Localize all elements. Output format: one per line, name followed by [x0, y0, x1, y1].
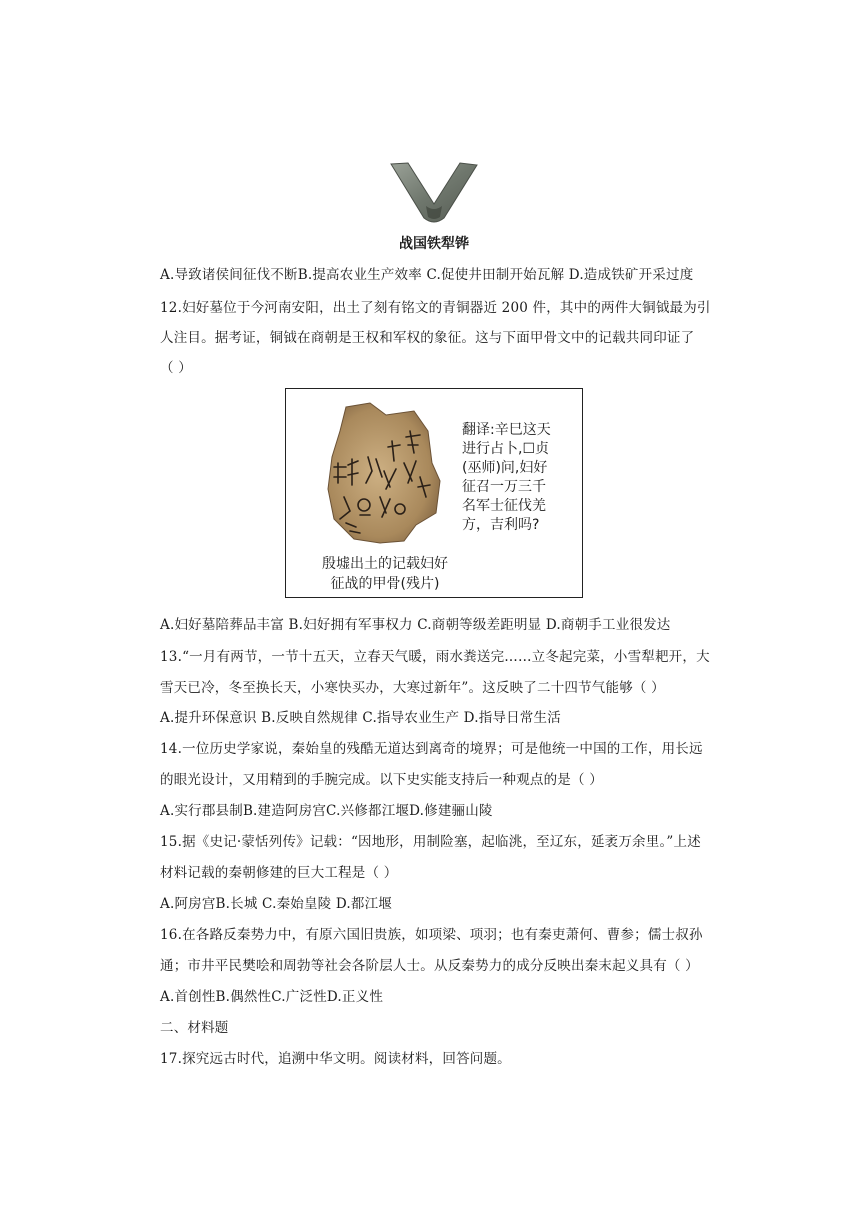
- q15-stem-line2: 材料记载的秦朝修建的巨大工程是（ ）: [160, 865, 398, 881]
- translation-line: 方，吉利吗?: [462, 517, 540, 533]
- q12-options: A.妇好墓陪葬品丰富 B.妇好拥有军事权力 C.商朝等级差距明显 D.商朝手工业很发达: [160, 617, 671, 633]
- q15-stem-line1: 15.据《史记·蒙恬列传》记载：“因地形，用制险塞，起临洮，至辽东，延袤万余里。”上述: [160, 834, 701, 850]
- oracle-bone-caption: [300, 554, 470, 594]
- q12-stem-line1: 12.妇好墓位于今河南安阳，出土了刻有铭文的青铜器近 200 件，其中的两件大铜钺最为引: [160, 300, 711, 316]
- q16-stem-line1: 16.在各路反秦势力中，有原六国旧贵族，如项梁、项羽；也有秦吏萧何、曹参；儒士叔孙: [160, 927, 703, 943]
- q16-stem-line2: 通；市井平民樊哙和周勃等社会各阶层人士。从反秦势力的成分反映出秦末起义具有（ ）: [160, 958, 699, 974]
- translation-line: 进行占卜,☐贞: [462, 441, 550, 457]
- iron-plow-image: [388, 160, 480, 228]
- plow-caption: 战国铁犁铧: [399, 236, 469, 252]
- translation-line: 名军士征伐羌: [462, 498, 546, 514]
- q13-stem-line2: 雪天已冷，冬至换长天，小寒快买办，大寒过新年”。这反映了二十四节气能够（ ）: [160, 680, 665, 696]
- oracle-bone-caption-line1: 殷墟出土的记载妇好: [322, 556, 448, 572]
- q12-stem-line3: （ ）: [160, 360, 192, 376]
- q13-options: A.提升环保意识 B.反映自然规律 C.指导农业生产 D.指导日常生活: [160, 710, 561, 726]
- oracle-bone-figure: [285, 388, 583, 598]
- oracle-bone-caption-line2: 征战的甲骨(残片): [330, 576, 440, 592]
- q12-stem-line2: 人注目。据考证，铜钺在商朝是王权和军权的象征。这与下面甲骨文中的记载共同印证了: [160, 330, 695, 346]
- q14-options: A.实行郡县制B.建造阿房宫C.兴修都江堰D.修建骊山陵: [160, 803, 493, 819]
- section-title: 二、材料题: [160, 1020, 229, 1036]
- translation-line: (巫师)问,妇好: [462, 460, 548, 476]
- translation-line: 翻译:辛巳这天: [462, 422, 551, 438]
- oracle-bone-image: [324, 401, 442, 547]
- q11-options: A.导致诸侯间征伐不断B.提高农业生产效率 C.促使井田制开始瓦解 D.造成铁矿开采过度: [160, 267, 694, 283]
- q17-stem: 17.探究远古时代，追溯中华文明。阅读材料，回答问题。: [160, 1051, 511, 1067]
- q13-stem-line1: 13.“一月有两节，一节十五天，立春天气暖，雨水粪送完……立冬起完菜，小雪犁耙开，大: [160, 649, 710, 665]
- oracle-bone-translation: [462, 421, 578, 535]
- q14-stem-line2: 的眼光设计，又用精到的手腕完成。以下史实能支持后一种观点的是（ ）: [160, 772, 603, 788]
- q14-stem-line1: 14.一位历史学家说，秦始皇的残酷无道达到离奇的境界；可是他统一中国的工作，用长远: [160, 741, 703, 757]
- q16-options: A.首创性B.偶然性C.广泛性D.正义性: [160, 989, 384, 1005]
- translation-line: 征召一万三千: [462, 479, 546, 495]
- q15-options: A.阿房宫B.长城 C.秦始皇陵 D.都江堰: [160, 896, 393, 912]
